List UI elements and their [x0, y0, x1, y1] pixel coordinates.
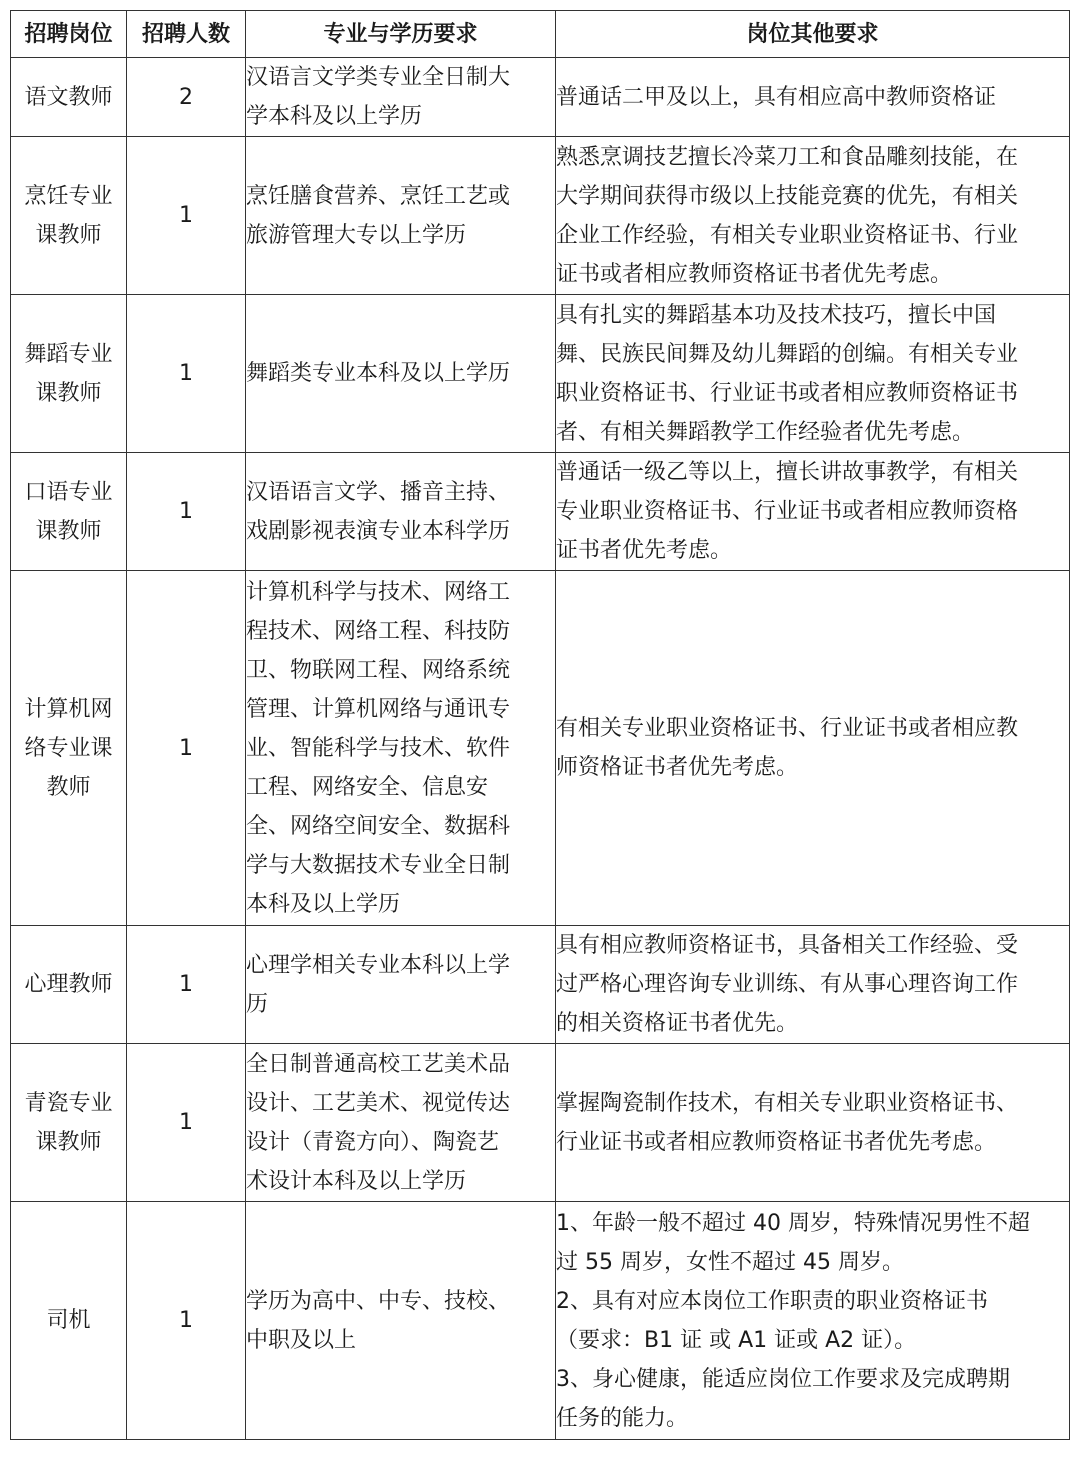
requirements-cell-line: 熟悉烹调技艺擅长冷菜刀工和食品雕刻技能，在 [556, 144, 1019, 170]
education-cell-line: 计算机科学与技术、网络工 [246, 579, 511, 605]
header-requirements: 岗位其他要求 [556, 11, 1070, 58]
requirements-cell-line: 企业工作经验，有相关专业职业资格证书、行业 [556, 222, 1019, 248]
position-cell-line: 烹饪专业 [24, 183, 113, 209]
position-cell [11, 1202, 127, 1440]
education-cell-line: 旅游管理大专以上学历 [246, 222, 467, 248]
requirements-cell-line: 有相关专业职业资格证书、行业证书或者相应教 [556, 716, 1019, 741]
education-cell-line: 汉语语言文学、播音主持、 [246, 479, 511, 505]
education-cell [246, 295, 556, 453]
requirements-cell-line: 具有扎实的舞蹈基本功及技术技巧，擅长中国 [556, 302, 997, 328]
requirements-cell-line: 的相关资格证书者优先。 [556, 1011, 799, 1036]
education-cell-line: 汉语言文学类专业全日制大 [246, 65, 511, 90]
position-cell-line: 络专业课 [24, 735, 113, 761]
count-cell: 1 [127, 137, 246, 295]
count-cell: 1 [127, 1202, 246, 1440]
requirements-cell-line: 舞、民族民间舞及幼儿舞蹈的创编。有相关专业 [556, 341, 1019, 367]
education-cell-line: 工程、网络安全、信息安 [246, 774, 489, 800]
requirements-cell-line: 任务的能力。 [556, 1405, 689, 1431]
requirements-cell [556, 571, 1070, 926]
requirements-cell-line: 证书者优先考虑。 [556, 538, 733, 563]
education-cell-line: 本科及以上学历 [246, 891, 401, 917]
position-cell-line: 课教师 [35, 380, 102, 406]
requirements-cell [556, 453, 1070, 571]
requirements-cell-line: 普通话一级乙等以上，擅长讲故事教学，有相关 [556, 460, 1019, 485]
header-education: 专业与学历要求 [246, 11, 556, 58]
education-cell [246, 926, 556, 1044]
count-cell: 1 [127, 453, 246, 571]
education-cell-line: 程技术、网络工程、科技防 [246, 618, 511, 644]
position-cell-line: 舞蹈专业 [24, 341, 113, 367]
table-body [11, 58, 1070, 1440]
count-cell: 1 [127, 926, 246, 1044]
education-cell [246, 1044, 556, 1202]
education-cell [246, 571, 556, 926]
header-row [11, 11, 1070, 58]
education-cell-line: 舞蹈类专业本科及以上学历 [246, 361, 511, 386]
position-cell [11, 1044, 127, 1202]
table-row [11, 453, 1070, 571]
requirements-cell [556, 926, 1070, 1044]
position-cell [11, 926, 127, 1044]
table-row [11, 295, 1070, 453]
education-cell-line: 烹饪膳食营养、烹饪工艺或 [246, 183, 511, 209]
count-cell: 2 [127, 58, 246, 137]
requirements-cell-line: 职业资格证书、行业证书或者相应教师资格证书 [556, 380, 1019, 406]
position-cell-line: 计算机网 [24, 696, 113, 722]
requirements-cell-line: 专业职业资格证书、行业证书或者相应教师资格 [556, 499, 1019, 524]
education-cell-line: 管理、计算机网络与通讯专 [246, 696, 511, 722]
requirements-cell-line: 3、身心健康，能适应岗位工作要求及完成聘期 [556, 1366, 1010, 1392]
education-cell [246, 1202, 556, 1440]
education-cell-line: 学本科及以上学历 [246, 104, 423, 129]
requirements-cell [556, 295, 1070, 453]
position-cell [11, 295, 127, 453]
education-cell [246, 58, 556, 137]
position-cell-line: 司机 [46, 1308, 91, 1333]
requirements-cell-line: 者、有相关舞蹈教学工作经验者优先考虑。 [556, 419, 975, 445]
table-row [11, 58, 1070, 137]
education-cell-line: 中职及以上 [246, 1327, 357, 1353]
requirements-cell-line: 1、年龄一般不超过 40 周岁，特殊情况男性不超 [556, 1210, 1030, 1236]
education-cell-line: 业、智能科学与技术、软件 [246, 735, 511, 761]
requirements-cell-line: 过 55 周岁，女性不超过 45 周岁。 [556, 1249, 904, 1275]
position-cell-line: 口语专业 [24, 479, 113, 505]
education-cell-line: 卫、物联网工程、网络系统 [246, 657, 511, 683]
count-cell: 1 [127, 295, 246, 453]
header-count: 招聘人数 [127, 11, 246, 58]
position-cell-line: 教师 [46, 774, 91, 800]
requirements-cell-line: 证书或者相应教师资格证书者优先考虑。 [556, 261, 953, 287]
position-cell-line: 青瓷专业 [24, 1090, 113, 1116]
education-cell-line: 全、网络空间安全、数据科 [246, 813, 511, 839]
table-row [11, 926, 1070, 1044]
requirements-cell-line: （要求：B1 证 或 A1 证或 A2 证）。 [556, 1327, 917, 1353]
education-cell-line: 历 [246, 991, 269, 1017]
education-cell [246, 137, 556, 295]
requirements-cell-line: 过严格心理咨询专业训练、有从事心理咨询工作 [556, 972, 1019, 997]
education-cell-line: 设计、工艺美术、视觉传达 [246, 1090, 511, 1116]
education-cell-line: 学与大数据技术专业全日制 [246, 852, 511, 878]
requirements-cell-line: 掌握陶瓷制作技术，有相关专业职业资格证书、 [556, 1090, 1019, 1116]
count-cell: 1 [127, 1044, 246, 1202]
table-row [11, 1202, 1070, 1440]
education-cell-line: 全日制普通高校工艺美术品 [246, 1051, 511, 1077]
position-cell-line: 课教师 [35, 222, 102, 248]
table-row [11, 571, 1070, 926]
education-cell-line: 心理学相关专业本科以上学 [246, 952, 511, 978]
requirements-cell-line: 2、具有对应本岗位工作职责的职业资格证书 [556, 1288, 988, 1314]
education-cell-line: 学历为高中、中专、技校、 [246, 1288, 511, 1314]
table-row [11, 137, 1070, 295]
count-cell: 1 [127, 571, 246, 926]
requirements-cell-line: 师资格证书者优先考虑。 [556, 755, 799, 780]
position-cell-line: 课教师 [35, 518, 102, 544]
requirements-cell-line: 大学期间获得市级以上技能竞赛的优先，有相关 [556, 183, 1019, 209]
education-cell-line: 设计（青瓷方向）、陶瓷艺 [246, 1129, 500, 1155]
position-cell [11, 137, 127, 295]
requirements-cell [556, 137, 1070, 295]
header-position: 招聘岗位 [11, 11, 127, 58]
recruitment-table [10, 10, 1070, 1440]
requirements-cell-line: 具有相应教师资格证书，具备相关工作经验、受 [556, 933, 1019, 958]
requirements-cell [556, 1202, 1070, 1440]
requirements-cell-line: 普通话二甲及以上，具有相应高中教师资格证 [556, 84, 997, 110]
requirements-cell [556, 58, 1070, 137]
education-cell-line: 戏剧影视表演专业本科学历 [246, 518, 511, 544]
position-cell-line: 心理教师 [24, 972, 113, 997]
education-cell-line: 术设计本科及以上学历 [246, 1168, 467, 1194]
education-cell [246, 453, 556, 571]
position-cell-line: 课教师 [35, 1129, 102, 1155]
position-cell-line: 语文教师 [24, 84, 113, 110]
requirements-cell [556, 1044, 1070, 1202]
requirements-cell-line: 行业证书或者相应教师资格证书者优先考虑。 [556, 1129, 997, 1155]
position-cell [11, 58, 127, 137]
position-cell [11, 571, 127, 926]
position-cell [11, 453, 127, 571]
table-row [11, 1044, 1070, 1202]
